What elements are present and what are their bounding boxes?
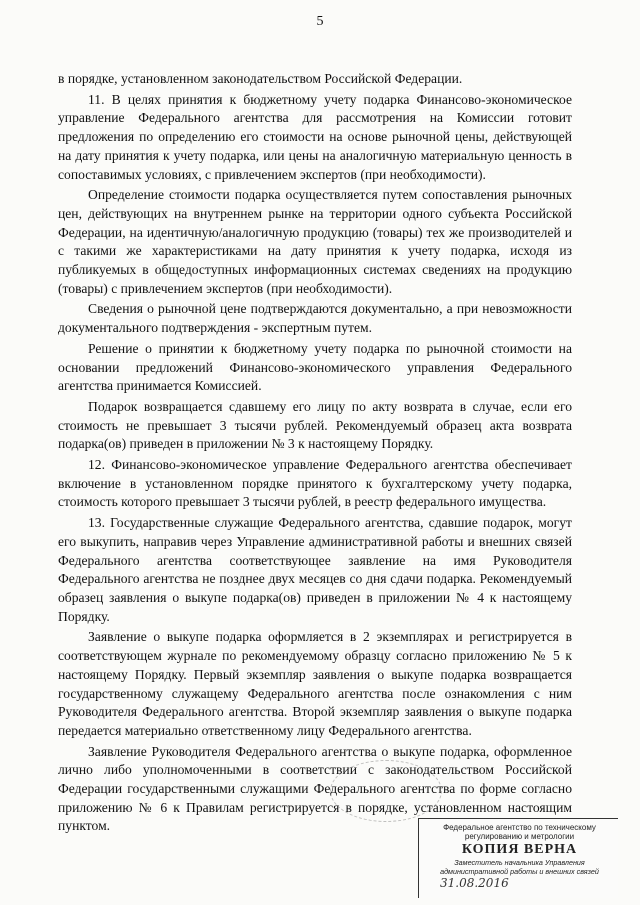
- stamp-title: КОПИЯ ВЕРНА: [461, 842, 578, 857]
- paragraph: Определение стоимости подарка осуществляется путем сопоставления рыночных цен, действующих на внутреннем рынке на территории одного субъекта Российской Федерации, на идентичную/аналогичную продукцию (товары) тех же производителей и с такими же характеристиками на дату принятия к учету подарка, исходя из публикуемых в общедоступных информационных системах сведениях на продукцию (товары) с привлечением экспертов (при необходимости).: [58, 187, 572, 296]
- seal-impression: [330, 760, 442, 822]
- stamp-position: Заместитель начальника Управления административной работы и внешних связей: [440, 858, 599, 876]
- paragraph: Подарок возвращается сдавшему его лицу по акту возврата в случае, если его стоимость не превышает 3 тысячи рублей. Рекомендуемый образец акта возврата подарка(ов) приведен в приложении № 3 к настоящему Порядку.: [58, 398, 572, 452]
- paragraph: Заявление о выкупе подарка оформляется в 2 экземплярах и регистрируется в соответствующем журнале по рекомендуемому образцу согласно приложению № 5 к настоящему Порядку. Первый экземпляр заявления о выкупе подарка возвращается государственному служащему Федерального агентства после ознакомления с ним Руководителя Федерального агентства. Второй экземпляр заявления о выкупе подарка передается материально ответственному лицу Федерального агентства.: [58, 629, 572, 738]
- stamp-agency: Федеральное агентство по техническому регулированию и метрологии: [443, 823, 596, 841]
- paragraph: Решение о принятии к бюджетному учету подарка по рыночной стоимости на основании предложений Финансово-экономического управления Федерального агентства принимается Комиссией.: [58, 340, 572, 394]
- paragraph: 12. Финансово-экономическое управление Федерального агентства обеспечивает включение в установленном порядке принятого к бухгалтерскому учету подарка, стоимость которого превышает 3 тысячи рублей, в реестр федерального имущества.: [58, 457, 572, 510]
- paragraph: в порядке, установленном законодательством Российской Федерации.: [58, 71, 463, 86]
- paragraph: Заявление Руководителя Федерального агентства о выкупе подарка, оформленное лично либо уполномоченными в соответствии с законодательством Российской Федерации государственными служащими Федерального агентства по форме согласно приложению № 6 к Правилам регистрируется в порядке, установленном настоящим пунктом.: [58, 743, 572, 834]
- paragraph: 11. В целях принятия к бюджетному учету подарка Финансово-экономическое управление Федерального агентства для рассмотрения на Комиссии готовит предложения по определению его стоимости на основе рыночной цены, действующей на дату принятия к учету подарка, или цены на аналогичную материальную ценность в сопоставимых условиях, с привлечением экспертов (при необходимости).: [58, 91, 572, 182]
- document-body: [58, 70, 572, 838]
- page-number: 5: [316, 14, 324, 29]
- paragraph: Сведения о рыночной цене подтверждаются документально, а при невозможности документального подтверждения - экспертным путем.: [58, 301, 572, 336]
- paragraph: 13. Государственные служащие Федерального агентства, сдавшие подарок, могут его выкупить, направив через Управление административной работы и внешних связей Федерального агентства соответствующее заявление на имя Руководителя Федерального агентства не позднее двух месяцев со дня сдачи подарка. Рекомендуемый образец заявления о выкупе подарка(ов) приведен в приложении № 4 к настоящему Порядку.: [58, 515, 572, 624]
- signature-date: 31.08.2016: [440, 876, 509, 890]
